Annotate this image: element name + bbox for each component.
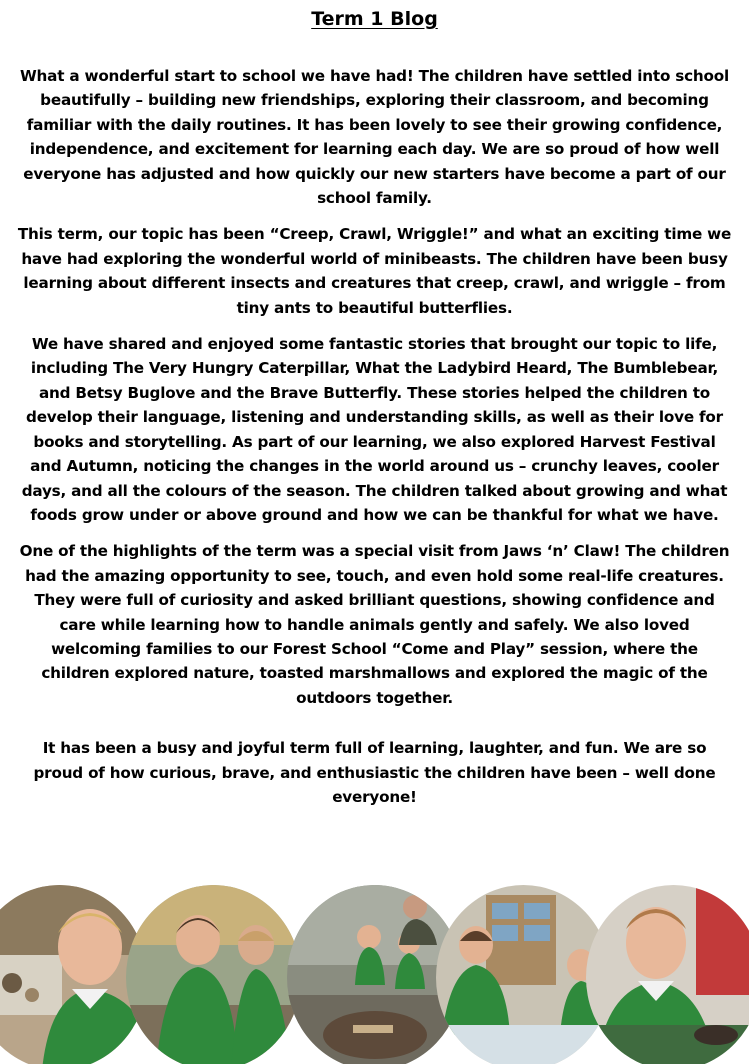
page-title: Term 1 Blog	[311, 8, 438, 30]
blog-body	[16, 64, 733, 821]
paragraph-topic: This term, our topic has been “Creep, Crawl, Wriggle!” and what an exciting time we have had exploring the wonderful world of minibeasts. The children have been busy learning about different insects and creatures that creep, crawl, and wriggle – from tiny ants to beautiful butterflies.	[17, 225, 732, 317]
paragraph-intro: What a wonderful start to school we have had! The children have settled into school beautifully – building new friendships, exploring their classroom, and becoming familiar with the daily routines. It has been lovely to see their growing confidence, independence, and excitement for learning each day. We are so proud of how well everyone has adjusted and how quickly our new starters have become a part of our school family.	[20, 67, 729, 208]
photo-boy-at-table	[0, 885, 147, 1064]
paragraph-closing: It has been a busy and joyful term full of learning, laughter, and fun. We are so proud of how curious, brave, and enthusiastic the children have been – well done everyone!	[33, 739, 716, 806]
photo-strip	[0, 885, 749, 1064]
photo-boy-with-creature	[586, 885, 749, 1064]
photo-water-play	[436, 885, 611, 1064]
photo-boys-playing	[126, 885, 301, 1064]
paragraph-highlights: One of the highlights of the term was a special visit from Jaws ‘n’ Claw! The children had the amazing opportunity to see, touch, and even hold some real-life creatures. They were full of curiosity and asked brilliant questions, showing confidence and care while learning how to handle animals gently and safely. We also loved welcoming families to our Forest School “Come and Play” session, where the children explored nature, toasted marshmallows and explored the magic of the outdoors together.	[19, 542, 730, 707]
paragraph-stories: We have shared and enjoyed some fantastic stories that brought our topic to life, including The Very Hungry Caterpillar, What the Ladybird Heard, The Bumblebear, and Betsy Buglove and the Brave Butterfly. These stories helped the children to develop their language, listening and understanding skills, as well as their love for books and storytelling. As part of our learning, we also explored Harvest Festival and Autumn, noticing the changes in the world around us – crunchy leaves, cooler days, and all the colours of the season. The children talked about growing and what foods grow under or above ground and how we can be thankful for what we have.	[21, 335, 728, 524]
